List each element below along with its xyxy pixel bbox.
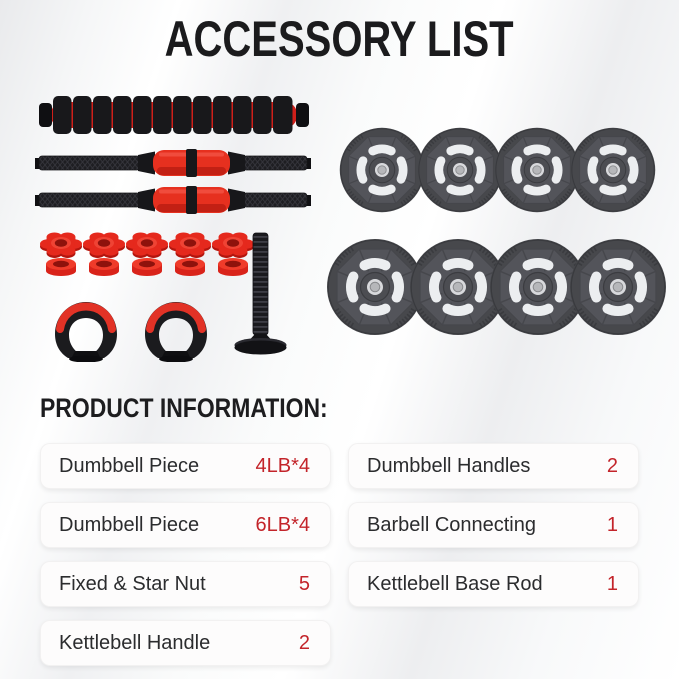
kettlebell-base-rod-graphic: [231, 231, 289, 359]
info-row-kettlebell-handle: [40, 620, 331, 666]
item-label: Dumbbell Piece: [59, 454, 200, 477]
weight-plate-4lb-graphic: [569, 126, 657, 214]
page-title: ACCESSORY LIST: [165, 11, 514, 67]
ring-nut-graphic: [130, 255, 164, 277]
item-label: Barbell Connecting: [367, 513, 536, 536]
info-row-barbell-connecting: [348, 502, 639, 548]
info-row-dumbbell-piece-6lb: [40, 502, 331, 548]
kettlebell-handle-graphic: [45, 296, 127, 362]
item-label: Fixed & Star Nut: [59, 572, 206, 595]
item-value: 4LB*4: [255, 454, 310, 477]
item-value: 1: [606, 513, 618, 536]
ring-nut-graphic: [173, 255, 207, 277]
info-table-left-column: [40, 443, 331, 666]
weight-plate-4lb-graphic: [338, 126, 426, 214]
barbell-connecting-bar-graphic: [37, 92, 311, 138]
kettlebell-handle-graphic: [135, 296, 217, 362]
info-row-dumbbell-handles: [348, 443, 639, 489]
info-row-kettlebell-base-rod: [348, 561, 639, 607]
dumbbell-handle-graphic: [35, 184, 311, 216]
item-label: Dumbbell Handles: [367, 454, 531, 477]
info-table-right-column: [348, 443, 639, 607]
info-row-dumbbell-piece-4lb: [40, 443, 331, 489]
ring-nut-graphic: [44, 255, 78, 277]
item-value: 2: [298, 631, 310, 654]
weight-plate-4lb-graphic: [493, 126, 581, 214]
dumbbell-handle-graphic: [35, 147, 311, 179]
item-label: Dumbbell Piece: [59, 513, 200, 536]
info-row-fixed-star-nut: [40, 561, 331, 607]
item-label: Kettlebell Base Rod: [367, 572, 543, 595]
item-value: 2: [606, 454, 618, 477]
item-value: 1: [606, 572, 618, 595]
item-value: 5: [298, 572, 310, 595]
weight-plate-4lb-graphic: [416, 126, 504, 214]
weight-plate-6lb-graphic: [568, 237, 668, 337]
item-value: 6LB*4: [255, 513, 310, 536]
section-heading: PRODUCT INFORMATION:: [40, 393, 328, 423]
ring-nut-graphic: [87, 255, 121, 277]
item-label: Kettlebell Handle: [59, 631, 211, 654]
